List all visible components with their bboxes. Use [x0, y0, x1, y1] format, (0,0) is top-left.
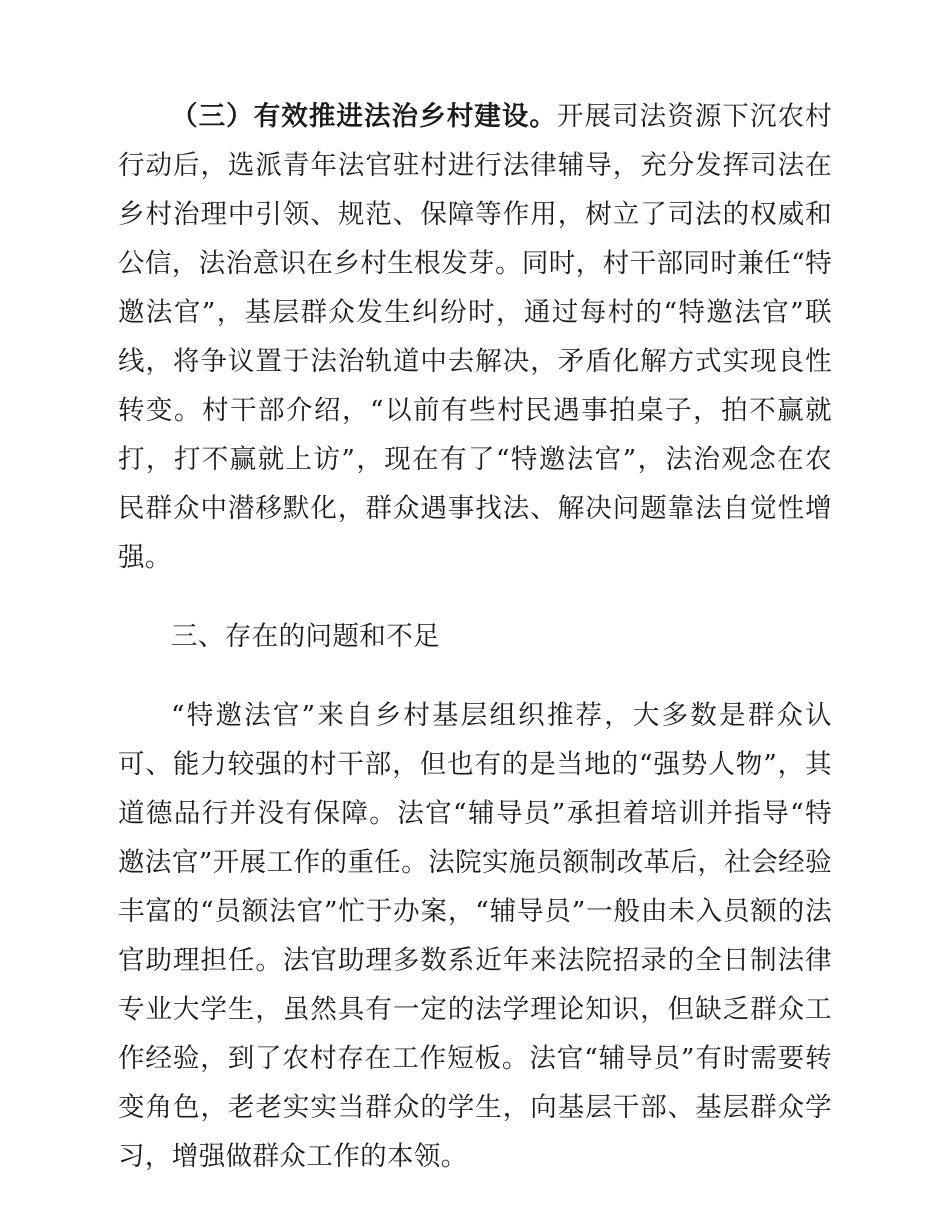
paragraph-spacer-1 — [118, 582, 832, 612]
paragraph-section-three — [118, 92, 832, 582]
paragraph-lead-section-three: （三）有效推进法治乡村建设。 — [171, 101, 557, 132]
paragraph-problems: “特邀法官”来自乡村基层组织推荐，大多数是群众认可、能力较强的村干部，但也有的是当地的“强势人物”，其道德品行并没有保障。法官“辅导员”承担着培训并指导“特邀法官”开展工作的重任。法院实施员额制改革后，社会经验丰富的“员额法官”忙于办案，“辅导员”一般由未入员额的法官助理担任。法官助理多数系近年来法院招录的全日制法律专业大学生，虽然具有一定的法学理论知识，但缺乏群众工作经验，到了农村存在工作短板。法官“辅导员”有时需要转变角色，老老实实当群众的学生，向基层干部、基层群众学习，增强做群众工作的本领。 — [118, 700, 832, 1172]
paragraph-text-section-three: 开展司法资源下沉农村行动后，选派青年法官驻村进行法律辅导，充分发挥司法在乡村治理中引领、规范、保障等作用，树立了司法的权威和公信，法治意识在乡村生根发芽。同时，村干部同时兼任“特邀法官”，基层群众发生纠纷时，通过每村的“特邀法官”联线，将争议置于法治轨道中去解决，矛盾化解方式实现良性转变。村干部介绍，“以前有些村民遇事拍桌子，拍不赢就打，打不赢就上访”，现在有了“特邀法官”，法治观念在农民群众中潜移默化，群众遇事找法、解决问题靠法自觉性增强。 — [118, 101, 832, 573]
paragraph-spacer-2 — [118, 661, 832, 691]
document-body — [118, 92, 832, 1181]
heading-part-three: 三、存在的问题和不足 — [171, 621, 440, 652]
